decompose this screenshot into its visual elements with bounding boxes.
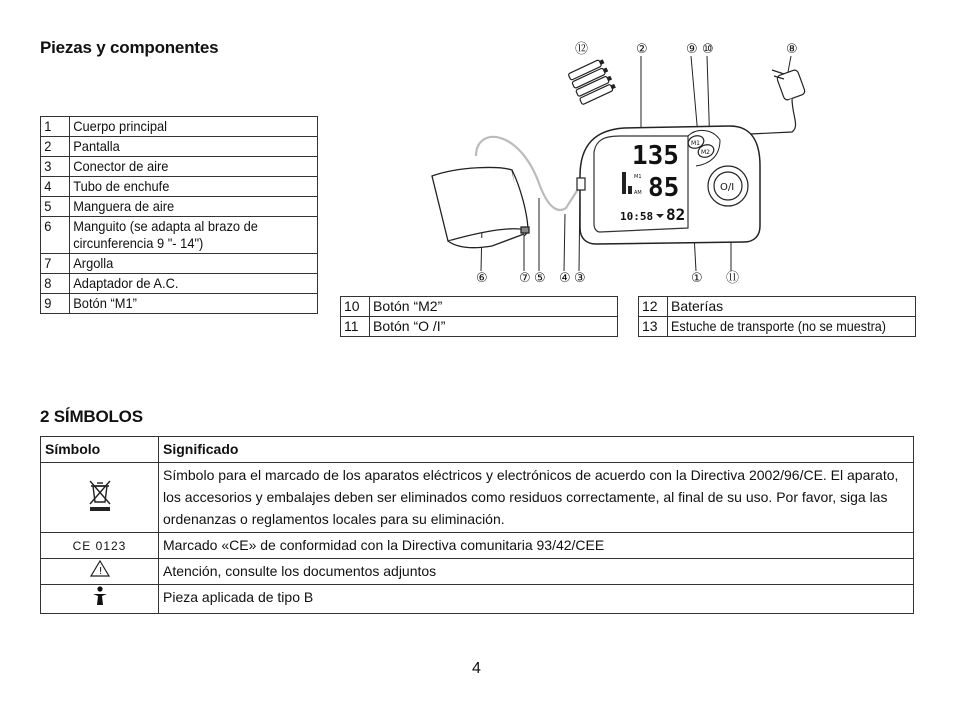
symbols-table [40,436,914,614]
table-row [639,317,916,337]
part-label: Conector de aire [70,157,298,177]
part-number: 8 [41,274,68,294]
part-number: 7 [41,254,68,274]
callout-10: ⑩ [702,42,714,57]
table-row [41,533,914,559]
table-row [41,559,914,585]
batteries-icon [568,58,616,104]
memory-indicator: M1 [634,174,642,180]
section-title-symbols: 2 SÍMBOLOS [40,407,143,426]
part-number: 3 [41,157,68,177]
type-b-person-icon [91,586,109,606]
callout-4: ④ [559,271,571,286]
ce-mark-icon: CE 0123 [72,539,127,553]
table-row [341,317,618,337]
monitor-main-body [577,126,760,244]
table-row [41,157,318,177]
callout-9: ⑨ [686,42,698,57]
table-row [341,297,618,317]
callout-12: ⑫ [575,42,589,57]
warning-triangle-icon [90,560,110,577]
part-number: 13 [639,317,668,337]
symbol-cell [41,463,159,533]
part-label-text: Estuche de transporte (no se muestra) [671,318,887,334]
part-number: 12 [639,297,668,317]
systolic-reading: 135 [632,141,679,171]
callout-11: ⑪ [726,271,740,286]
meaning-cell: Pieza aplicada de tipo B [159,585,914,614]
part-number: 9 [41,294,68,314]
symbol-cell [41,585,159,614]
symbol-cell [41,559,159,585]
table-row [41,197,318,217]
part-label [668,317,916,337]
part-number: 10 [341,297,370,317]
callout-6: ⑥ [476,271,488,286]
table-row [41,463,914,533]
button-power-label: O/I [720,182,735,193]
part-number: 4 [41,177,68,197]
pulse-reading: 82 [666,205,686,224]
part-label: Tubo de enchufe [70,177,298,197]
air-connector [577,178,585,190]
button-m2-label: M2 [701,149,710,156]
table-row [41,254,318,274]
parts-table-accessories [638,296,916,337]
column-header-symbol: Símbolo [41,437,159,463]
table-row [41,585,914,614]
blood-pressure-monitor-diagram [420,36,920,286]
table-row [41,274,318,294]
callout-2: ② [636,42,648,57]
diastolic-reading: 85 [648,173,680,203]
meaning-cell: Marcado «CE» de conformidad con la Directiva comunitaria 93/42/CEE [159,533,914,559]
meaning-cell: Símbolo para el marcado de los aparatos eléctricos y electrónicos de acuerdo con la Directiva 2002/96/CE. El aparato, los accesorios y embalajes deben ser eliminados como residuos correctamente, al final de su uso. Por favor, siga las ordenanzas o reglamentos locales para su eliminación. [159,463,914,533]
weee-crossed-bin-icon [87,478,113,512]
cuff-illustration [432,168,529,248]
table-row [41,294,318,314]
part-label: Manguito (se adapta al brazo de circunferencia 9 "- 14") [70,217,298,254]
parts-table-main [40,116,318,314]
section-title-parts: Piezas y componentes [40,38,219,57]
page-number: 4 [472,660,481,677]
part-label: Botón “M2” [370,297,618,317]
callout-1: ① [691,271,703,286]
callout-3: ③ [574,271,586,286]
symbol-cell [41,533,159,559]
warning-mark: ! [98,566,103,577]
time-reading: 10:58 [620,210,654,223]
meaning-cell: Atención, consulte los documentos adjuntos [159,559,914,585]
part-number: 1 [41,117,68,137]
callout-8: ⑧ [786,42,798,57]
button-power[interactable] [708,166,748,206]
part-label: Baterías [668,297,916,317]
part-number: 6 [41,217,68,254]
callout-7: ⑦ [519,271,531,286]
table-row [639,297,916,317]
part-label: Cuerpo principal [70,117,298,137]
column-header-meaning: Significado [159,437,914,463]
part-label: Pantalla [70,137,298,157]
table-row [41,117,318,137]
table-row [41,217,318,254]
part-number: 11 [341,317,370,337]
part-label: Adaptador de A.C. [70,274,298,294]
button-m1-label: M1 [691,140,700,147]
callout-5: ⑤ [534,271,546,286]
table-row [41,177,318,197]
part-label: Manguera de aire [70,197,298,217]
table-row [41,137,318,157]
parts-table-buttons [340,296,618,337]
part-label: Botón “O /I” [370,317,618,337]
part-number: 2 [41,137,68,157]
table-header-row [41,437,914,463]
part-label: Botón “M1” [70,294,298,314]
am-indicator: AM [634,190,642,196]
part-label: Argolla [70,254,298,274]
part-number: 5 [41,197,68,217]
